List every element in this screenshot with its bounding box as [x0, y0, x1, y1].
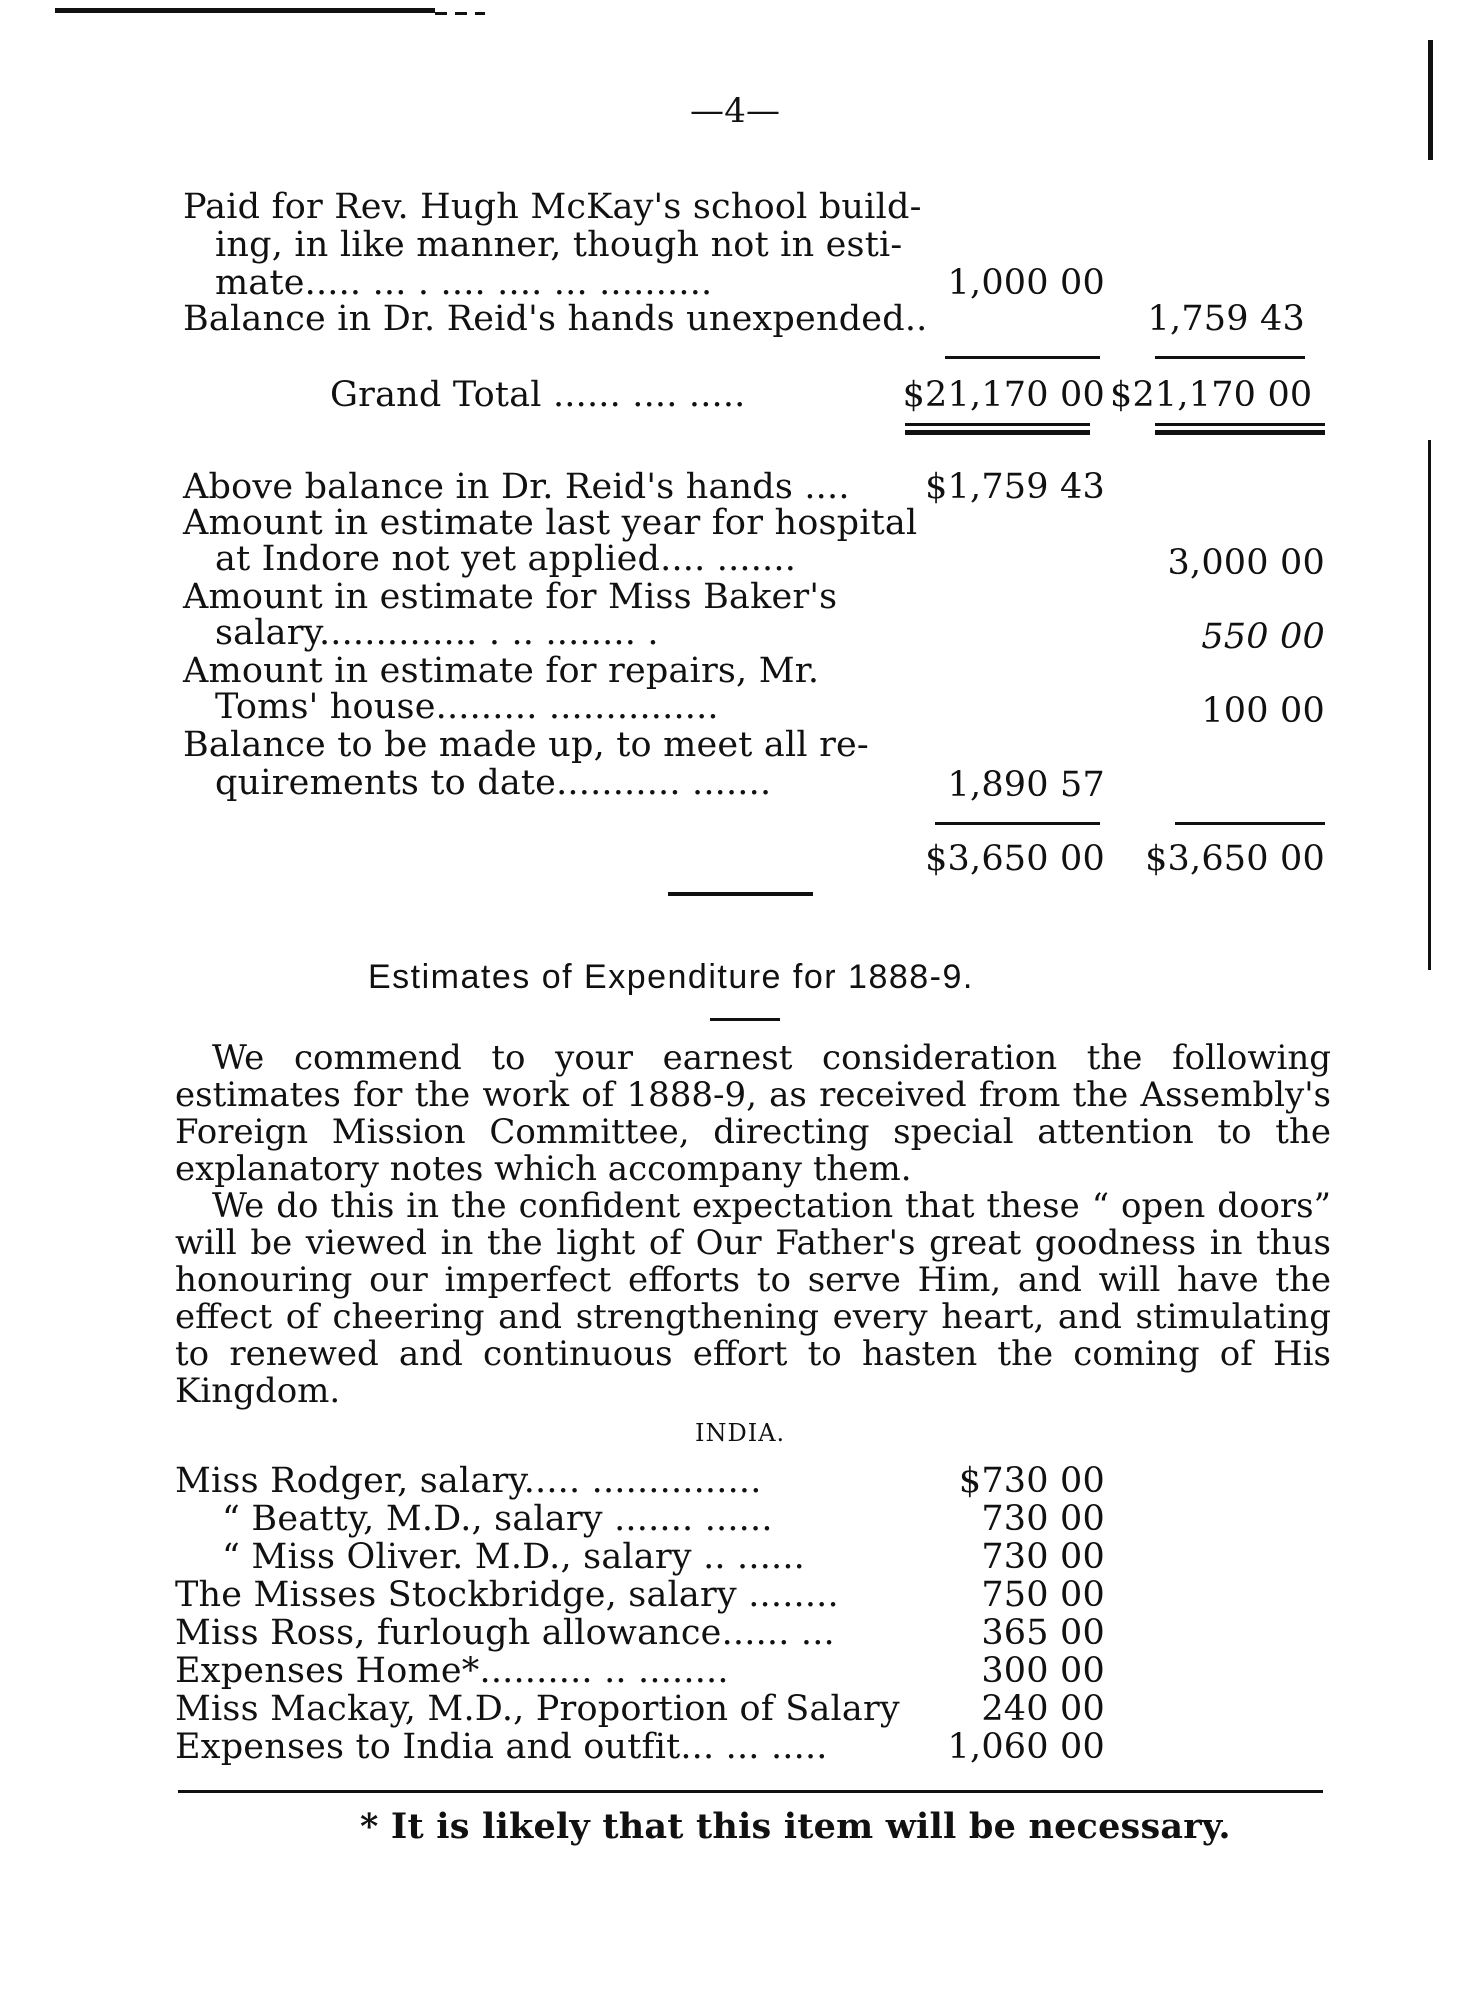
grand-total-col2: $21,170 00	[1110, 375, 1313, 415]
item-amount-6: 300 00	[981, 1651, 1105, 1691]
balance-line-9: quirements to date........... .......	[215, 763, 772, 803]
item-label-6: Expenses Home*.......... .. ........	[175, 1651, 729, 1691]
double-rule-col1-a	[905, 423, 1090, 426]
double-rule-col2-a	[1155, 423, 1325, 426]
grand-total-col1: $21,170 00	[902, 375, 1105, 415]
balance-line-1: Above balance in Dr. Reid's hands ....	[183, 467, 850, 507]
estimates-heading: Estimates of Expenditure for 1888-9.	[368, 958, 974, 996]
estimates-paragraph-1: We commend to your earnest consideration the following estimates for the work of 1888-9, as received from the Assembly's Foreign Mission Committee, directing special attention to the explanatory notes which accompany them.	[175, 1038, 1331, 1189]
account-line-4: Balance in Dr. Reid's hands unexpended..	[183, 299, 928, 339]
estimates-paragraph-2: We do this in the confident expectation that these “ open doors” will be viewed in the light of Our Father's great goodness in thus honouring our imperfect efforts to serve Him, and will have the effect of cheering and strengthening every heart, and stimulating to renewed and continuous effort to hasten the coming of His Kingdom.	[175, 1186, 1331, 1411]
balance-line-3-amount: 3,000 00	[1167, 543, 1325, 583]
item-amount-2: 730 00	[981, 1499, 1105, 1539]
section-india: INDIA.	[695, 1419, 786, 1447]
section-separator	[668, 892, 813, 896]
footnote: * It is likely that this item will be necessary.	[360, 1806, 1231, 1847]
balance-rule-col2	[1175, 822, 1325, 825]
balance-line-3: at Indore not yet applied.... .......	[215, 539, 797, 579]
item-label-5: Miss Ross, furlough allowance...... ...	[175, 1613, 835, 1653]
item-amount-3: 730 00	[981, 1537, 1105, 1577]
item-amount-8: 1,060 00	[947, 1727, 1105, 1767]
item-label-3: “ Miss Oliver. M.D., salary .. ......	[222, 1537, 806, 1577]
item-amount-7: 240 00	[981, 1689, 1105, 1729]
item-amount-4: 750 00	[981, 1575, 1105, 1615]
account-line-4-amount: 1,759 43	[1147, 299, 1305, 339]
total-rule-col1	[945, 356, 1100, 359]
item-label-7: Miss Mackay, M.D., Proportion of Salary	[175, 1689, 900, 1729]
item-amount-1: $730 00	[958, 1461, 1105, 1501]
top-edge-rule	[55, 8, 435, 13]
right-edge-rule	[1428, 40, 1433, 160]
balance-line-5-amount: 550 00	[1201, 617, 1325, 657]
right-edge-rule-lower	[1428, 440, 1431, 970]
item-label-8: Expenses to India and outfit... ... .....	[175, 1727, 828, 1767]
balance-total-col1: $3,650 00	[925, 839, 1105, 879]
total-rule-col2	[1155, 356, 1305, 359]
estimates-paragraphs	[175, 1040, 1331, 1410]
top-edge-rule-dashed	[435, 12, 485, 15]
balance-line-5: salary.............. . .. ........ .	[215, 613, 659, 653]
item-amount-5: 365 00	[981, 1613, 1105, 1653]
account-line-3: mate..... ... . .... .... ... ..........	[215, 263, 713, 303]
balance-line-4: Amount in estimate for Miss Baker's	[183, 577, 838, 617]
balance-line-2: Amount in estimate last year for hospital	[183, 503, 918, 543]
item-label-2: “ Beatty, M.D., salary ....... ......	[222, 1499, 773, 1539]
heading-underline-rule	[710, 1018, 780, 1021]
balance-line-7: Toms' house......... ...............	[215, 687, 719, 727]
balance-total-col2: $3,650 00	[1145, 839, 1325, 879]
balance-line-1-amount: $1,759 43	[925, 467, 1105, 507]
item-label-1: Miss Rodger, salary..... ...............	[175, 1461, 762, 1501]
account-line-1: Paid for Rev. Hugh McKay's school build-	[183, 187, 922, 227]
balance-line-7-amount: 100 00	[1201, 691, 1325, 731]
double-rule-col1-b	[905, 430, 1090, 435]
item-label-4: The Misses Stockbridge, salary ........	[175, 1575, 839, 1615]
grand-total-label: Grand Total ...... .... .....	[330, 375, 746, 415]
account-line-3-amount: 1,000 00	[947, 263, 1105, 303]
double-rule-col2-b	[1155, 430, 1325, 435]
balance-rule-col1	[935, 822, 1100, 825]
page-number: —4—	[690, 91, 781, 131]
balance-line-9-amount: 1,890 57	[947, 765, 1105, 805]
account-line-2: ing, in like manner, though not in esti-	[215, 225, 903, 265]
footnote-rule	[178, 1790, 1323, 1793]
balance-line-8: Balance to be made up, to meet all re-	[183, 725, 869, 765]
balance-line-6: Amount in estimate for repairs, Mr.	[183, 651, 820, 691]
